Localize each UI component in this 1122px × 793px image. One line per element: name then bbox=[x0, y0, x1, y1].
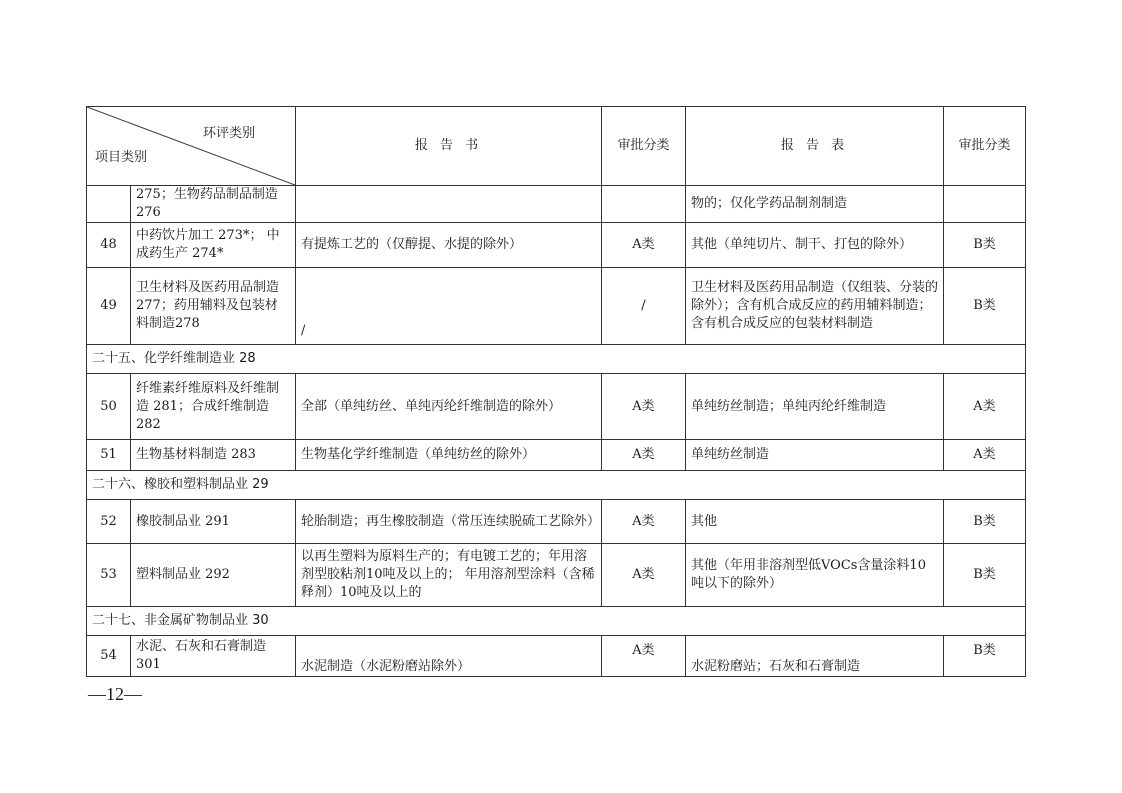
table-row bbox=[87, 636, 1026, 677]
row-number: 51 bbox=[87, 440, 131, 471]
project-category: 塑料制品业 292 bbox=[131, 544, 296, 607]
table-row bbox=[87, 544, 1026, 607]
report-book-cell: 生物基化学纤维制造（单纯纺丝的除外） bbox=[296, 440, 602, 471]
table-row bbox=[87, 268, 1026, 345]
project-category: 纤维素纤维原料及纤维制造 281；合成纤维制造 282 bbox=[131, 374, 296, 440]
report-book-cell bbox=[296, 186, 602, 223]
form-class: A类 bbox=[944, 440, 1026, 471]
section-heading: 二十五、化学纤维制造业 28 bbox=[87, 345, 1026, 374]
section-heading: 二十六、橡胶和塑料制品业 29 bbox=[87, 471, 1026, 500]
row-number: 50 bbox=[87, 374, 131, 440]
report-book-cell: 全部（单纯纺丝、单纯丙纶纤维制造的除外） bbox=[296, 374, 602, 440]
row-number bbox=[87, 186, 131, 223]
report-book-cell: 以再生塑料为原料生产的；有电镀工艺的；年用溶剂型胶粘剂10吨及以上的； 年用溶剂型涂料（含稀释剂）10吨及以上的 bbox=[296, 544, 602, 607]
approval-header-1: 审批分类 bbox=[602, 107, 686, 186]
page-number: —12— bbox=[88, 684, 142, 704]
form-class bbox=[944, 186, 1026, 223]
table-row bbox=[87, 186, 1026, 223]
section-heading-row bbox=[87, 345, 1026, 374]
book-class: A类 bbox=[602, 374, 686, 440]
table-row bbox=[87, 374, 1026, 440]
report-book-cell: / bbox=[296, 268, 602, 345]
report-form-cell: 单纯纺丝制造 bbox=[686, 440, 944, 471]
book-class: A类 bbox=[602, 440, 686, 471]
project-category: 橡胶制品业 291 bbox=[131, 500, 296, 544]
classification-table bbox=[86, 106, 1026, 677]
row-number: 48 bbox=[87, 223, 131, 268]
row-number: 49 bbox=[87, 268, 131, 345]
form-class: B类 bbox=[944, 544, 1026, 607]
form-class: B类 bbox=[944, 500, 1026, 544]
report-book-cell: 有提炼工艺的（仅醇提、水提的除外） bbox=[296, 223, 602, 268]
project-category: 中药饮片加工 273*； 中成药生产 274* bbox=[131, 223, 296, 268]
project-category-label: 项目类别 bbox=[95, 150, 148, 165]
row-number: 52 bbox=[87, 500, 131, 544]
form-class: B类 bbox=[944, 268, 1026, 345]
table-row bbox=[87, 223, 1026, 268]
form-class: B类 bbox=[944, 636, 1026, 677]
book-class: A类 bbox=[602, 544, 686, 607]
project-category: 卫生材料及医药用品制造 277；药用辅料及包装材料制造278 bbox=[131, 268, 296, 345]
project-category: 水泥、石灰和石膏制造 301 bbox=[131, 636, 296, 677]
book-class: A类 bbox=[602, 636, 686, 677]
report-form-cell: 其他（年用非溶剂型低VOCs含量涂料10吨以下的除外） bbox=[686, 544, 944, 607]
report-form-cell: 单纯纺丝制造；单纯丙纶纤维制造 bbox=[686, 374, 944, 440]
book-class: A类 bbox=[602, 223, 686, 268]
approval-header-2: 审批分类 bbox=[944, 107, 1026, 186]
form-class: B类 bbox=[944, 223, 1026, 268]
report-form-cell: 水泥粉磨站；石灰和石膏制造 bbox=[686, 636, 944, 677]
table-header-row bbox=[87, 107, 1026, 186]
report-form-cell: 其他（单纯切片、制干、打包的除外） bbox=[686, 223, 944, 268]
project-category: 生物基材料制造 283 bbox=[131, 440, 296, 471]
table-row bbox=[87, 440, 1026, 471]
form-class: A类 bbox=[944, 374, 1026, 440]
report-form-cell: 其他 bbox=[686, 500, 944, 544]
book-class: / bbox=[602, 268, 686, 345]
report-form-header: 报 告 表 bbox=[686, 107, 944, 186]
env-category-label: 环评类别 bbox=[202, 126, 255, 141]
table-row bbox=[87, 500, 1026, 544]
diagonal-header-cell bbox=[87, 107, 296, 186]
report-book-cell: 水泥制造（水泥粉磨站除外） bbox=[296, 636, 602, 677]
report-form-cell: 卫生材料及医药用品制造（仅组装、分装的除外）；含有机合成反应的药用辅料制造；含有机合成反应的包装材料制造 bbox=[686, 268, 944, 345]
project-category: 275；生物药品制品制造276 bbox=[131, 186, 296, 223]
row-number: 53 bbox=[87, 544, 131, 607]
book-class: A类 bbox=[602, 500, 686, 544]
book-class bbox=[602, 186, 686, 223]
report-book-header: 报 告 书 bbox=[296, 107, 602, 186]
report-book-cell: 轮胎制造；再生橡胶制造（常压连续脱硫工艺除外） bbox=[296, 500, 602, 544]
section-heading-row bbox=[87, 607, 1026, 636]
section-heading-row bbox=[87, 471, 1026, 500]
section-heading: 二十七、非金属矿物制品业 30 bbox=[87, 607, 1026, 636]
row-number: 54 bbox=[87, 636, 131, 677]
report-form-cell: 物的；仅化学药品制剂制造 bbox=[686, 186, 944, 223]
